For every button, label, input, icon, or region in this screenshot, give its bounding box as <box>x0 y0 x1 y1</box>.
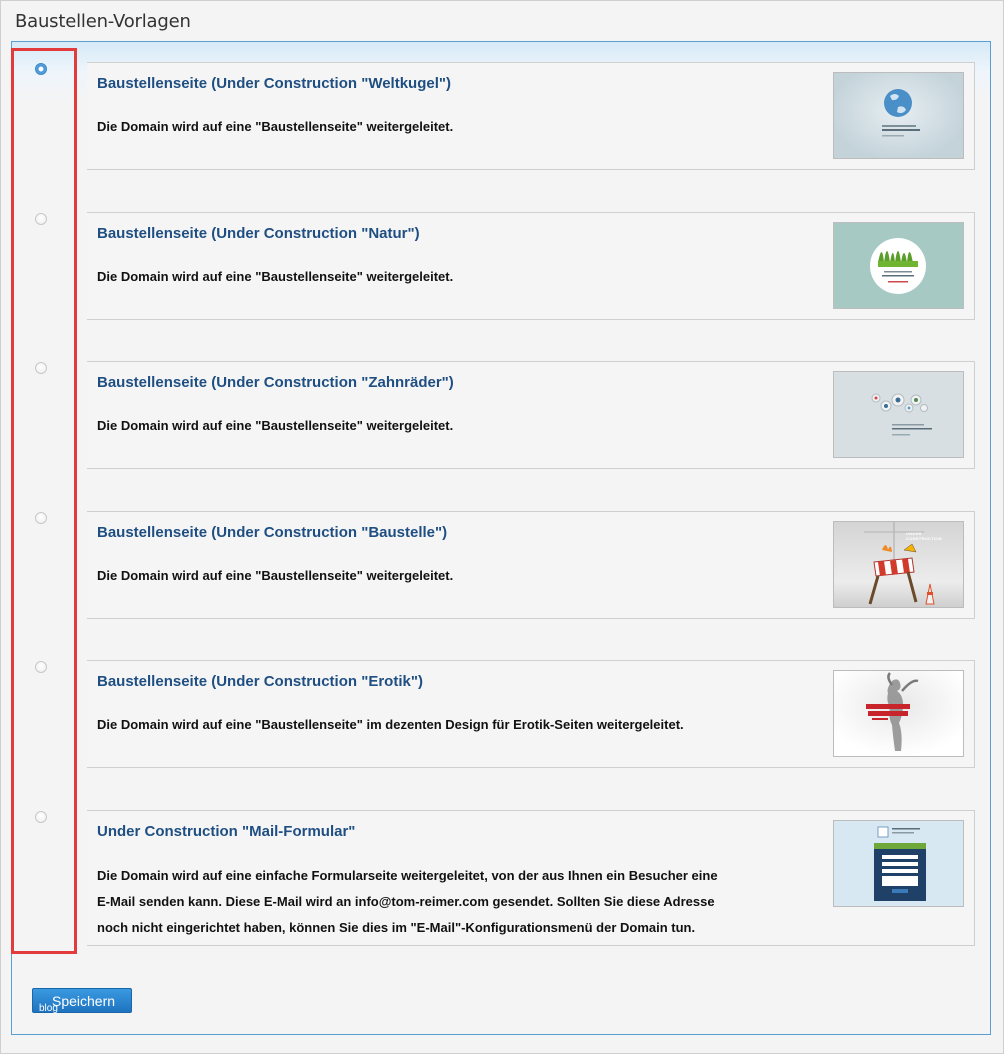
radio-zahnraeder[interactable] <box>35 362 47 374</box>
nature-thumbnail <box>833 222 964 309</box>
gears-thumbnail <box>833 371 964 458</box>
template-title: Baustellenseite (Under Construction "Natur") <box>97 225 420 242</box>
construction-site-thumbnail <box>833 521 964 608</box>
template-card-baustelle[interactable] <box>87 511 975 619</box>
template-card-zahnraeder[interactable] <box>87 361 975 469</box>
template-description: Die Domain wird auf eine "Baustellenseite" im dezenten Design für Erotik-Seiten weitergeleitet. <box>97 717 684 732</box>
radio-mail-formular[interactable] <box>35 811 47 823</box>
template-title: Baustellenseite (Under Construction "Erotik") <box>97 673 423 690</box>
template-card-erotik[interactable] <box>87 660 975 768</box>
save-button[interactable] <box>32 988 132 1013</box>
template-description: Die Domain wird auf eine "Baustellenseite" weitergeleitet. <box>97 568 454 583</box>
save-button-label: Speichern <box>52 993 116 1009</box>
template-card-natur[interactable] <box>87 212 975 320</box>
radio-erotik[interactable] <box>35 661 47 673</box>
template-title: Baustellenseite (Under Construction "Zahnräder") <box>97 374 454 391</box>
template-title: Baustellenseite (Under Construction "Weltkugel") <box>97 75 451 92</box>
template-description: Die Domain wird auf eine "Baustellenseite" weitergeleitet. <box>97 269 454 284</box>
template-description: Die Domain wird auf eine einfache Formularseite weitergeleitet, von der aus Ihnen ein Besucher eine E-Mail senden kann. Diese E-Mail wird an info@tom-reimer.com gesendet. Sollten Sie diese Adresse noch nicht eingerichtet haben, können Sie dies im "E-Mail"-Konfigurationsmenü der Domain tun. <box>97 868 718 935</box>
template-title: Under Construction "Mail-Formular" <box>97 823 356 840</box>
radio-weltkugel[interactable] <box>35 63 47 75</box>
globe-thumbnail <box>833 72 964 159</box>
template-title: Baustellenseite (Under Construction "Baustelle") <box>97 524 448 541</box>
thumb-caption: UNDER CONSTRUCTION <box>906 531 942 541</box>
radio-natur[interactable] <box>35 213 47 225</box>
template-description: Die Domain wird auf eine "Baustellenseite" weitergeleitet. <box>97 119 454 134</box>
template-description: Die Domain wird auf eine "Baustellenseite" weitergeleitet. <box>97 418 454 433</box>
radio-baustelle[interactable] <box>35 512 47 524</box>
erotic-silhouette-thumbnail <box>833 670 964 757</box>
save-button-overlay-text: blog <box>39 1003 58 1014</box>
page-title: Baustellen-Vorlagen <box>15 11 191 32</box>
template-card-mail-formular[interactable] <box>87 810 975 946</box>
mail-form-thumbnail <box>833 820 964 907</box>
templates-panel <box>11 41 991 1035</box>
template-card-weltkugel[interactable] <box>87 62 975 170</box>
